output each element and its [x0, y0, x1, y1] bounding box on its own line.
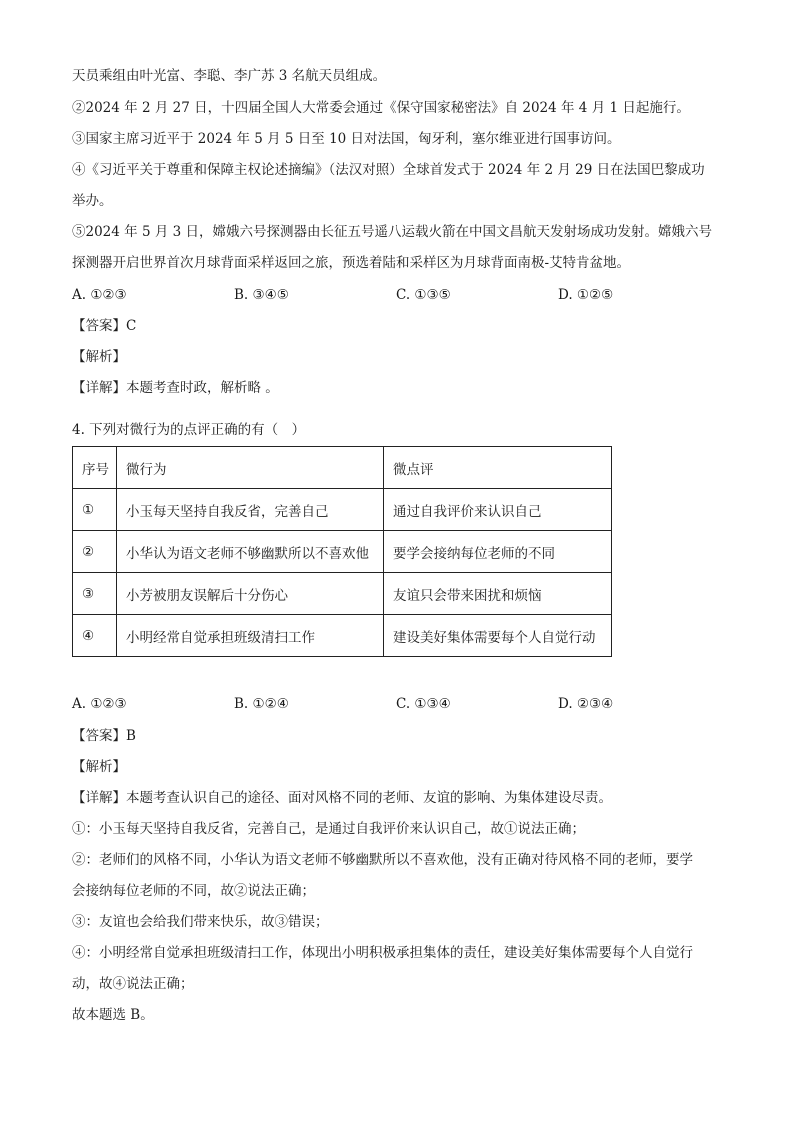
text-line: 举办。	[72, 193, 113, 209]
table-cell: 小华认为语文老师不够幽默所以不喜欢他	[117, 531, 384, 573]
text-line: ⑤2024 年 5 月 3 日，嫦娥六号探测器由长征五号遥八运载火箭在中国文昌航天发射场成功发射。嫦娥六号	[72, 224, 712, 240]
q3-option-d: D. ①②⑤	[558, 287, 614, 303]
q4-detail-line: 动，故④说法正确；	[72, 976, 194, 992]
table-cell: 小芳被朋友误解后十分伤心	[117, 573, 384, 615]
text-line: ②2024 年 2 月 27 日，十四届全国人大常委会通过《保守国家秘密法》自 2024 年 4 月 1 日起施行。	[72, 100, 690, 116]
q4-detail-line: 【详解】本题考查认识自己的途径、面对风格不同的老师、友谊的影响、为集体建设尽责。	[72, 790, 612, 806]
table-cell: 小明经常自觉承担班级清扫工作	[117, 615, 384, 657]
table-cell: ③	[73, 573, 117, 615]
q3-answer: 【答案】C	[72, 318, 137, 334]
q3-analysis-heading: 【解析】	[72, 349, 126, 365]
q4-stem: 4. 下列对微行为的点评正确的有（ ）	[72, 422, 306, 438]
q3-detail: 【详解】本题考查时政，解析略 。	[72, 380, 279, 396]
text-line: ④《习近平关于尊重和保障主权论述摘编》（法汉对照）全球首发式于 2024 年 2 月 29 日在法国巴黎成功	[72, 162, 705, 178]
q3-option-b: B. ③④⑤	[234, 287, 289, 303]
text-line: ③国家主席习近平于 2024 年 5 月 5 日至 10 日对法国，匈牙利，塞尔维亚进行国事访问。	[72, 131, 621, 147]
q4-analysis-heading: 【解析】	[72, 759, 126, 775]
q4-option-d: D. ②③④	[558, 696, 614, 712]
q4-options	[72, 694, 712, 714]
table-cell: ①	[73, 489, 117, 531]
table-cell: 友谊只会带来困扰和烦恼	[384, 573, 612, 615]
table-cell: 要学会接纳每位老师的不同	[384, 531, 612, 573]
table-cell: ④	[73, 615, 117, 657]
q3-options	[72, 285, 712, 305]
q4-option-c: C. ①③④	[396, 696, 451, 712]
q4-detail-line: ③：友谊也会给我们带来快乐，故③错误；	[72, 914, 329, 930]
text-line: 天员乘组由叶光富、李聪、李广苏 3 名航天员组成。	[72, 68, 387, 84]
q4-detail-line: ②：老师们的风格不同，小华认为语文老师不够幽默所以不喜欢他，没有正确对待风格不同的老师，要学	[72, 852, 693, 868]
q4-option-b: B. ①②④	[234, 696, 289, 712]
q4-detail-line: 故本题选 B。	[72, 1007, 154, 1023]
table-header-cell: 微行为	[117, 447, 384, 489]
table-row	[73, 615, 612, 657]
q4-option-a: A. ①②③	[72, 696, 127, 712]
text-line: 探测器开启世界首次月球背面采样返回之旅，预选着陆和采样区为月球背面南极-艾特肯盆地。	[72, 255, 631, 271]
table-header-cell: 序号	[73, 447, 117, 489]
table-cell: 建设美好集体需要每个人自觉行动	[384, 615, 612, 657]
table-row	[73, 489, 612, 531]
q3-option-c: C. ①③⑤	[396, 287, 451, 303]
q4-table	[72, 446, 612, 657]
table-header-cell: 微点评	[384, 447, 612, 489]
table-cell: ②	[73, 531, 117, 573]
q4-detail-line: 会接纳每位老师的不同，故②说法正确；	[72, 883, 315, 899]
q3-option-a: A. ①②③	[72, 287, 127, 303]
table-header-row	[73, 447, 612, 489]
q4-detail-line: ①：小玉每天坚持自我反省，完善自己，是通过自我评价来认识自己，故①说法正确；	[72, 821, 585, 837]
table-row	[73, 531, 612, 573]
q4-detail-line: ④：小明经常自觉承担班级清扫工作，体现出小明积极承担集体的责任，建设美好集体需要每个人自觉行	[72, 945, 693, 961]
table-cell: 小玉每天坚持自我反省，完善自己	[117, 489, 384, 531]
q4-answer: 【答案】B	[72, 728, 136, 744]
table-row	[73, 573, 612, 615]
table-cell: 通过自我评价来认识自己	[384, 489, 612, 531]
